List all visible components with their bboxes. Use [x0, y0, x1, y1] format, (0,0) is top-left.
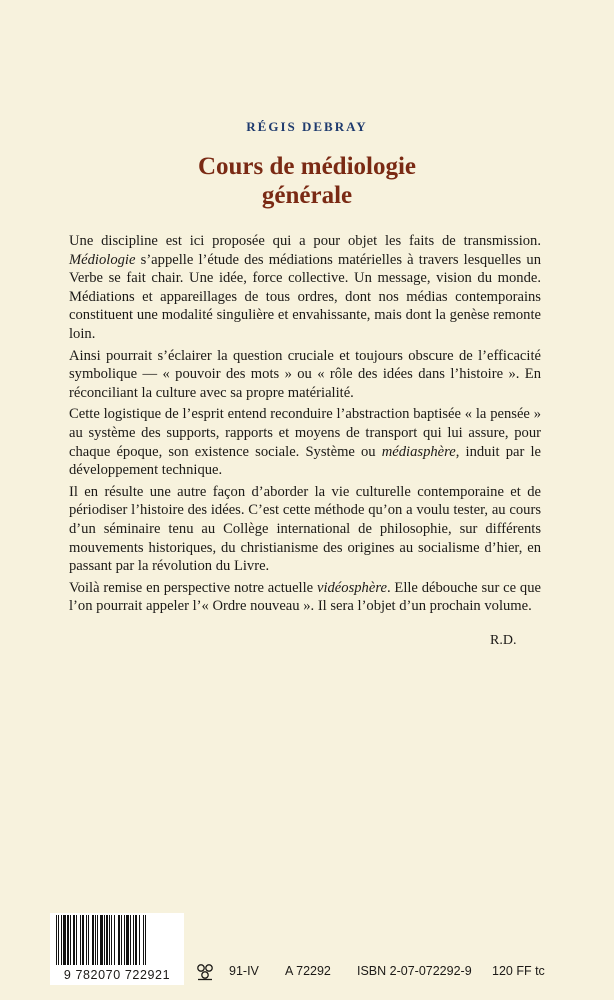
p3-text-a: Cette logistique de l’esprit entend reconduire l’abstraction baptisée « la pensée » au système des supports, rapports et moyens de transport qui lui assure, pour chaque époque, son existence sociale. Système ou [69, 406, 541, 460]
paragraph-2: Ainsi pourrait s’éclairer la question cruciale et toujours obscure de l’efficacité symbolique — « pouvoir des mots » ou « rôle des idées dans l’histoire ». En réconciliant la culture avec sa propre matérialité. [69, 347, 541, 401]
blurb-text [69, 232, 541, 619]
p3-text-b: , induit par le développement technique. [69, 443, 541, 479]
book-title [0, 152, 614, 210]
p1-emphasis: Médiologie [69, 251, 136, 268]
catalog-number: A 72292 [285, 964, 331, 978]
series-code: 91-IV [229, 964, 259, 978]
paragraph-1 [69, 232, 541, 344]
barcode-bar [146, 915, 147, 965]
p5-emphasis: vidéosphère [316, 579, 387, 596]
p5-text-b: . Elle débouche sur ce que l’on pourrait appeler l’« Ordre nouveau ». Il sera l’objet d’un prochain volume. [69, 579, 541, 615]
ean-number: 9 782070 722921 [63, 968, 171, 982]
p3-emphasis: médiasphère [381, 443, 456, 460]
title-line-2: générale [261, 182, 353, 209]
isbn: ISBN 2-07-072292-9 [357, 964, 472, 978]
barcode-bars [56, 915, 180, 965]
gallimard-logo-icon [195, 963, 215, 981]
barcode-box [50, 913, 184, 985]
paragraph-4: Il en résulte une autre façon d’aborder la vie culturelle contemporaine et de périodiser l’histoire des idées. C’est cette méthode qu’on a voulu tester, au cours d’un séminaire tenu au Collège international de philosophie, sur différents mouvements historiques, du christianisme des origines au socialisme d’hier, en passant par la révolution du Livre. [69, 483, 541, 575]
paragraph-3 [69, 405, 541, 479]
signature: R.D. [490, 633, 517, 648]
price: 120 FF tc [492, 964, 545, 978]
author-name: RÉGIS DEBRAY [246, 119, 368, 134]
p5-text-a: Voilà remise en perspective notre actuelle [69, 579, 317, 596]
p1-text-a: Une discipline est ici proposée qui a pour objet les faits de transmission. [69, 233, 541, 249]
p1-text-b: s’appelle l’étude des médiations matérielles à travers lesquelles un Verbe se fait chair. Une idée, force collective. Un message, vision du monde. Médiations et appareillages de tous ordres, dont nos médias contemporains constituent une modalité singulière et envahissante, mais dont la genèse remonte loin. [69, 251, 541, 342]
paragraph-5 [69, 579, 541, 616]
title-line-1: Cours de médiologie [197, 153, 417, 180]
